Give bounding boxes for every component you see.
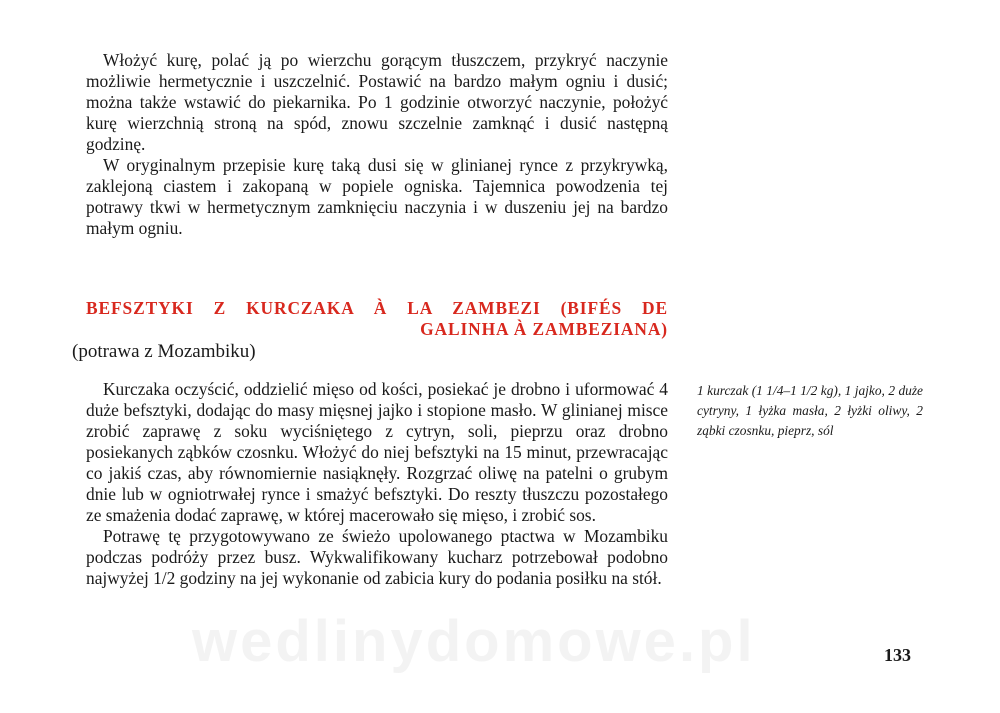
recipe-subtitle: (potrawa z Mozambiku) xyxy=(72,341,256,362)
recipe-title-line-2: GALINHA À ZAMBEZIANA) xyxy=(420,319,668,339)
watermark: wedlinydomowe.pl xyxy=(192,609,756,674)
intro-paragraph-2: W oryginalnym przepisie kurę taką dusi się w glinianej rynce z przykrywką, zaklejoną ciastem i zakopaną w popiele ogniska. Tajemnica powodzenia tej potrawy tkwi w hermetycznym zamknięciu naczynia i w duszeniu jej na bardzo małym ogniu. xyxy=(86,155,668,238)
intro-text xyxy=(86,50,668,239)
page-number: 133 xyxy=(884,645,911,665)
recipe-title-line-1: BEFSZTYKI Z KURCZAKA À LA ZAMBEZI (BIFÉS DE xyxy=(86,298,668,318)
ingredients-list: 1 kurczak (1 1/4–1 1/2 kg), 1 jajko, 2 duże cytryny, 1 łyżka masła, 2 łyżki oliwy, 2 ząbki czosnku, pieprz, sól xyxy=(697,383,923,438)
method-paragraph-2: Potrawę tę przygotowywano ze świeżo upolowanego ptactwa w Mozambiku podczas podróży przez busz. Wykwalifikowany kucharz potrzebował podobno najwyżej 1/2 godziny na jej wykonanie od zabicia kury do podania posiłku na stół. xyxy=(86,526,668,588)
intro-paragraph-1: Włożyć kurę, polać ją po wierzchu gorącym tłuszczem, przykryć naczynie możliwie hermetycznie i uszczelnić. Postawić na bardzo małym ogniu i dusić; można także wstawić do piekarnika. Po 1 godzinie otworzyć naczynie, położyć kurę wierzchnią stroną na spód, znowu szczelnie zamknąć i dusić następną godzinę. xyxy=(86,50,668,154)
method-paragraph-1: Kurczaka oczyścić, oddzielić mięso od kości, posiekać je drobno i uformować 4 duże befsztyki, dodając do masy mięsnej jajko i stopione masło. W glinianej misce zrobić zaprawę z soku wyciśniętego z cytryn, soli, pieprzu oraz drobno posiekanych ząbków czosnku. Włożyć do niej befsztyki na 15 minut, przewracając co jakiś czas, aby równomiernie nasiąknęły. Rozgrzać oliwę na patelni o grubym dnie lub w ogniotrwałej rynce i smażyć befsztyki. Do reszty tłuszczu pozostałego ze smażenia dodać zaprawę, w której macerowało się mięso, i zrobić sos. xyxy=(86,379,668,525)
recipe-title xyxy=(86,298,668,340)
recipe-method xyxy=(86,379,668,589)
